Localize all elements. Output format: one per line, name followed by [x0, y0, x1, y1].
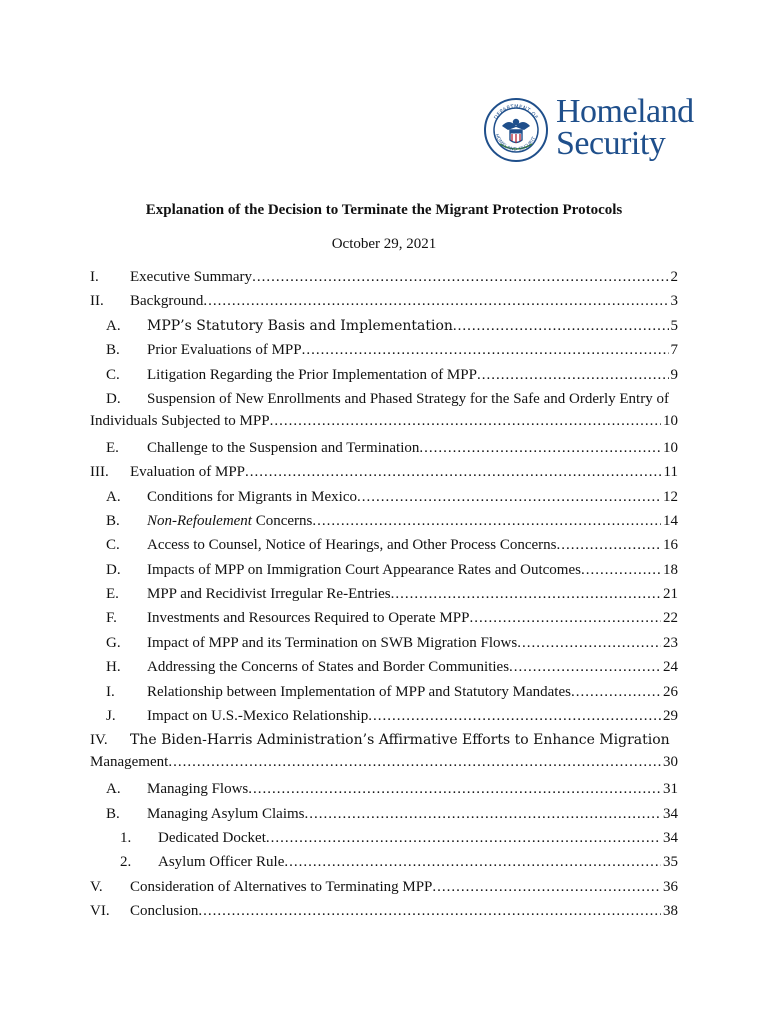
- document-title: Explanation of the Decision to Terminate the Migrant Protection Protocols: [145, 202, 623, 218]
- toc-number: E.: [106, 439, 119, 456]
- toc-entry[interactable]: [90, 632, 678, 656]
- toc-page: 18: [663, 561, 678, 578]
- toc-page: 26: [663, 683, 678, 700]
- toc-entry[interactable]: [90, 851, 678, 875]
- toc-title-line-2: Management: [90, 754, 169, 771]
- toc-page: 22: [663, 610, 678, 627]
- toc-leader: [203, 290, 668, 312]
- toc-page: 11: [663, 464, 678, 481]
- toc-number: I.: [106, 683, 115, 700]
- toc-entry[interactable]: [90, 803, 678, 827]
- toc-title: Dedicated Docket: [158, 830, 266, 847]
- toc-leader: [198, 900, 661, 922]
- toc-entry[interactable]: [90, 315, 678, 339]
- toc-leader: [469, 607, 661, 629]
- toc-title: Consideration of Alternatives to Terminating MPP: [130, 878, 433, 895]
- toc-number: B.: [106, 342, 120, 359]
- toc-leader: [509, 656, 661, 678]
- toc-title: Executive Summary: [130, 269, 253, 285]
- toc-title: Conclusion: [130, 903, 199, 920]
- toc-entry[interactable]: [90, 876, 678, 900]
- toc-number: J.: [106, 708, 116, 725]
- toc-title: Background: [130, 293, 204, 310]
- toc-page: 34: [663, 830, 678, 847]
- dhs-seal-icon: [484, 96, 548, 164]
- toc-entry[interactable]: [90, 900, 678, 924]
- toc-page: 5: [670, 317, 678, 334]
- toc-number: C.: [106, 537, 120, 554]
- toc-title-italic: Non-Refoulement: [147, 512, 252, 529]
- toc-entry[interactable]: [90, 266, 678, 290]
- toc-leader: [284, 851, 661, 873]
- toc-number: B.: [106, 512, 120, 529]
- toc-leader: [270, 410, 661, 432]
- toc-page: 21: [663, 586, 678, 603]
- toc-entry[interactable]: [90, 534, 678, 558]
- toc-title-line-1: The Biden-Harris Administration’s Affirmative Efforts to Enhance Migration: [130, 732, 670, 749]
- toc-page: 36: [663, 878, 678, 895]
- toc-title: Concerns: [251, 512, 313, 529]
- logo-line-2: Security: [556, 125, 666, 162]
- toc-number: E.: [106, 586, 119, 603]
- toc-title: Evaluation of MPP: [130, 464, 245, 481]
- toc-title: Relationship between Implementation of MPP and Statutory Mandates: [147, 683, 571, 700]
- toc-page: 7: [670, 342, 678, 359]
- toc-page: 23: [663, 634, 678, 651]
- toc-number: I.: [90, 269, 99, 285]
- toc-title: Impact on U.S.-Mexico Relationship: [147, 708, 369, 725]
- toc-title: Access to Counsel, Notice of Hearings, and Other Process Concerns: [147, 537, 557, 554]
- toc-page: 31: [663, 781, 678, 798]
- toc-title: Addressing the Concerns of States and Border Communities: [147, 659, 510, 676]
- toc-number: H.: [106, 659, 121, 676]
- toc-number: A.: [106, 488, 121, 505]
- toc-entry[interactable]: [90, 510, 678, 534]
- toc-number: 1.: [120, 830, 132, 847]
- toc-title: Managing Flows: [147, 781, 249, 798]
- toc-page: 2: [670, 269, 678, 285]
- toc-entry[interactable]: [90, 681, 678, 705]
- toc-leader: [266, 827, 661, 849]
- toc-leader: [571, 681, 661, 703]
- toc-entry[interactable]: [90, 583, 678, 607]
- toc-leader: [248, 778, 661, 800]
- toc-entry[interactable]: [90, 729, 678, 778]
- toc-page: 34: [663, 805, 678, 822]
- toc-page: 38: [663, 903, 678, 920]
- toc-leader: [477, 364, 669, 386]
- toc-title: Managing Asylum Claims: [147, 805, 305, 822]
- toc-leader: [252, 266, 668, 288]
- toc-number: F.: [106, 610, 117, 627]
- toc-leader: [517, 632, 661, 654]
- toc-page: 29: [663, 708, 678, 725]
- toc-page: 3: [670, 293, 678, 310]
- toc-leader: [453, 315, 669, 337]
- toc-title: Impact of MPP and its Termination on SWB Migration Flows: [147, 634, 518, 651]
- toc-page: 16: [663, 537, 678, 554]
- toc-entry[interactable]: [90, 290, 678, 314]
- toc-title: Impacts of MPP on Immigration Court Appearance Rates and Outcomes: [147, 561, 581, 578]
- toc-title: Litigation Regarding the Prior Implementation of MPP: [147, 366, 477, 383]
- toc-number: II.: [90, 293, 104, 310]
- seal-text-top: DEPARTMENT OF: [493, 103, 539, 121]
- toc-leader: [245, 461, 662, 483]
- toc-title: MPP and Recidivist Irregular Re-Entries: [147, 586, 391, 603]
- logo-wordmark: [556, 93, 694, 162]
- toc-page: 10: [663, 439, 678, 456]
- toc-entry[interactable]: [90, 339, 678, 363]
- toc-page: 10: [663, 412, 678, 429]
- toc-number: III.: [90, 464, 109, 481]
- logo-line-1: Homeland: [556, 93, 694, 130]
- toc-page: 9: [670, 366, 678, 383]
- toc-leader: [168, 751, 661, 773]
- toc-title: Investments and Resources Required to Operate MPP: [147, 610, 470, 627]
- toc-page: 24: [663, 659, 678, 676]
- toc-page: 14: [663, 512, 678, 529]
- toc-entry[interactable]: [90, 607, 678, 631]
- toc-title-line-1: Suspension of New Enrollments and Phased Strategy for the Safe and Orderly Entry of: [147, 390, 669, 407]
- toc-leader: [312, 510, 661, 532]
- table-of-contents: [90, 266, 678, 925]
- toc-number: D.: [106, 561, 121, 578]
- toc-entry[interactable]: [90, 778, 678, 802]
- toc-leader: [305, 803, 662, 825]
- toc-leader: [581, 559, 661, 581]
- toc-number: V.: [90, 878, 103, 895]
- toc-entry[interactable]: [90, 437, 678, 461]
- toc-title: MPP’s Statutory Basis and Implementation: [147, 317, 453, 334]
- toc-leader: [556, 534, 661, 556]
- seal-text-bottom: HOMELAND SECURIT: [493, 133, 538, 153]
- toc-number: A.: [106, 781, 121, 798]
- toc-title: Asylum Officer Rule: [158, 854, 285, 871]
- toc-number: D.: [106, 390, 121, 407]
- toc-leader: [302, 339, 669, 361]
- toc-leader: [419, 437, 661, 459]
- toc-number: A.: [106, 317, 121, 334]
- toc-entry[interactable]: [90, 486, 678, 510]
- toc-leader: [432, 876, 661, 898]
- toc-number: B.: [106, 805, 120, 822]
- toc-title-line-2: Individuals Subjected to MPP: [90, 412, 270, 429]
- toc-number: C.: [106, 366, 120, 383]
- toc-entry[interactable]: [90, 656, 678, 680]
- toc-page: 12: [663, 488, 678, 505]
- toc-entry[interactable]: [90, 461, 678, 485]
- toc-leader: [391, 583, 661, 605]
- toc-number: IV.: [90, 732, 108, 749]
- toc-page: 30: [663, 754, 678, 771]
- toc-leader: [357, 486, 661, 508]
- toc-page: 35: [663, 854, 678, 871]
- toc-entry[interactable]: [90, 705, 678, 729]
- toc-title: Conditions for Migrants in Mexico: [147, 488, 357, 505]
- toc-number: G.: [106, 634, 121, 651]
- toc-title: Prior Evaluations of MPP: [147, 342, 302, 359]
- toc-leader: [368, 705, 661, 727]
- document-date: October 29, 2021: [331, 236, 437, 252]
- toc-number: VI.: [90, 903, 110, 920]
- toc-entry[interactable]: [90, 388, 678, 437]
- toc-number: 2.: [120, 854, 132, 871]
- toc-title: Challenge to the Suspension and Termination: [147, 439, 420, 456]
- dhs-logo: [484, 93, 714, 168]
- toc-entry[interactable]: [90, 559, 678, 583]
- toc-entry[interactable]: [90, 364, 678, 388]
- toc-entry[interactable]: [90, 827, 678, 851]
